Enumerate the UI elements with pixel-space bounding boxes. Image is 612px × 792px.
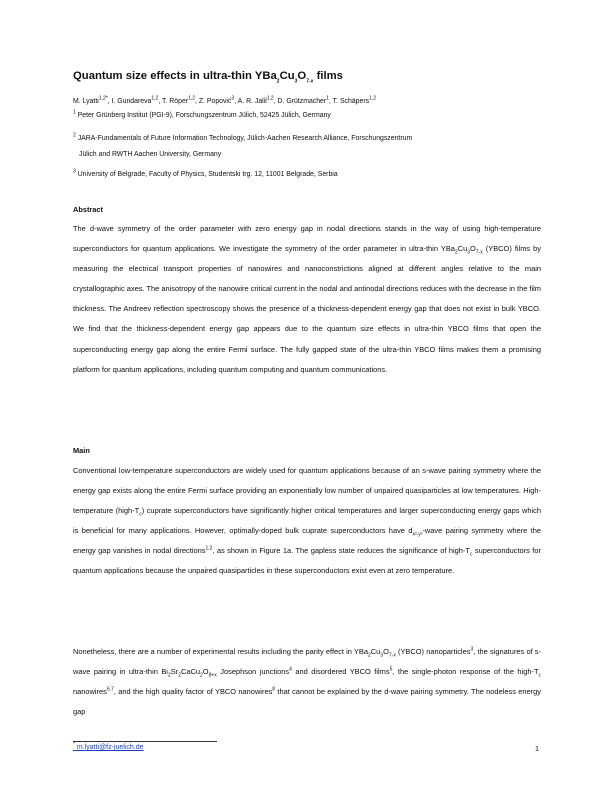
paper-title: Quantum size effects in ultra-thin $YBa_2Cu_3O_{7-x}$ films bbox=[73, 70, 343, 85]
affiliation-2: $^2$ JARA-Fundamentals of Future Information Technology, Jülich-Aachen Research Alliance, Forschungszentrum Jülich and RWTH Aachen University, Germany bbox=[73, 132, 413, 158]
main-paragraph-1: Conventional low-temperature superconductors are widely used for quantum applications because of an s-wave pairing symmetry where the energy gap exists along the entire Fermi surface providing an exponentially low number of unpaired quasiparticles at low temperatures. High-temperature $(high-T_c)$ cuprate superconductors have significantly higher critical temperatures and larger superconducting energy gaps which is beneficial for many applications. However, optimally-doped bulk cuprate superconductors have $d_{x^2-y^2}$-wave pairing symmetry where the energy gap vanishes in nodal directions$^{1,2}$, as shown in Figure 1a. The gapless state reduces the significance of high-$T_c$ superconductors for quantum applications because the unpaired quasiparticles in these superconductors exist even at zero temperature. bbox=[73, 466, 541, 576]
page-number: 1 bbox=[535, 744, 539, 753]
affiliation-1: $^1$ Peter Grünberg Institut (PGI-9), Forschungszentrum Jülich, 52425 Jülich, Germany bbox=[73, 109, 331, 119]
main-heading: Main bbox=[73, 446, 90, 455]
main-paragraph-2: Nonetheless, there are a number of experimental results including the parity effect in $YBa_2Cu_3O_{7-x}$ (YBCO) nanoparticles$^3$, the signatures of s-wave pairing in ultra-thin $Bi_2Sr_2CaCu_2O_{8+x}$ Josephson junctions$^4$ and disordered YBCO films$^5$, the single-photon response of the high-$T_c$ nanowires$^{6,7}$, and the high quality factor of YBCO nanowires$^8$ that cannot be explained by the d-wave pairing symmetry. The nodeless energy gap bbox=[73, 646, 542, 717]
affiliation-3: $^3$ University of Belgrade, Faculty of Physics, Studentski trg. 12, 11001 Belgrade, Serbia bbox=[73, 168, 338, 178]
abstract-heading: Abstract bbox=[73, 205, 103, 214]
corresponding-author-email[interactable]: * m.lyatti@fz-juelich.de bbox=[73, 741, 144, 751]
author-list: M. Lyatti$^{1,2*}$, I. Gundareva$^{1,2}$, T. Röper$^{1,2}$, Z. Popović$^3$, A. R. Jalil$^{1,2}$, D. Grützmacher$^1$, T. Schäpers$^{1,2}$ bbox=[73, 95, 377, 105]
footnote-divider bbox=[73, 741, 217, 742]
abstract-paragraph: The d-wave symmetry of the order parameter with zero energy gap in nodal directions stands in the way of using high-temperature superconductors for quantum applications. We investigate the symmetry of the order parameter in ultra-thin $YBa_2Cu_3O_{7-x}$ (YBCO) films by measuring the electrical transport properties of nanowires and nanoconstrictions aligned at different angles relative to the main crystallographic axes. The anisotropy of the nanowire critical current in the nodal and antinodal directions reduces with the decrease in the film thickness. The Andreev reflection spectroscopy shows the presence of a thickness-dependent energy gap that does not exist in bulk YBCO. We find that the thickness-dependent energy gap appears due to the quantum size effects in ultra-thin YBCO films that open the superconducting energy gap along the entire Fermi surface. The fully gapped state of the ultra-thin YBCO films makes them a promising platform for quantum applications, including quantum computing and quantum communications. bbox=[73, 224, 541, 374]
